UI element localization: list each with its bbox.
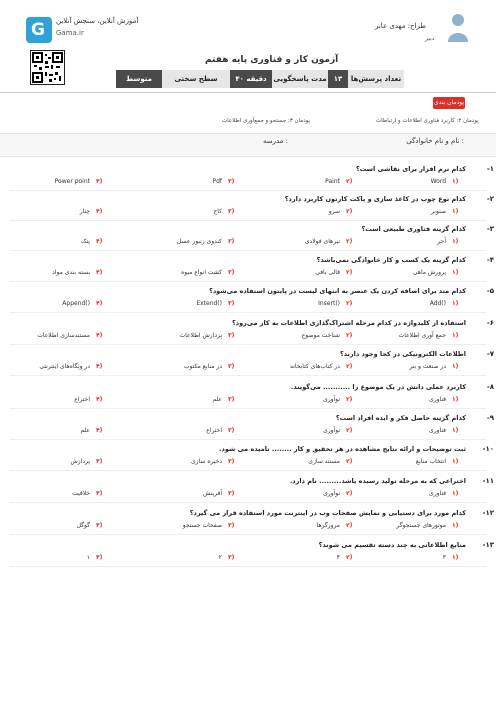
answer-option[interactable]: چنار xyxy=(79,208,90,215)
answer-option[interactable]: انتخاب منابع xyxy=(415,458,446,465)
answer-option[interactable]: تیرهای فولادی xyxy=(304,238,340,245)
question-number: -۵ xyxy=(486,287,494,295)
answer-option[interactable]: قالی بافی xyxy=(315,269,340,276)
answer-option[interactable]: ۱ xyxy=(86,554,90,561)
question-text: کدام گزینه یک کسب و کار خانوادگی نمی‌باشد؟ xyxy=(316,256,466,264)
answer-option[interactable]: در منابع مکتوب xyxy=(183,363,222,370)
question-text: استفاده از کلیدواژه در کدام مرحله اشتراک‌گذاری اطلاعات به کار می‌رود؟ xyxy=(232,319,466,327)
category-label: پودمان ۳: جستجو و جمع‌آوری اطلاعات xyxy=(222,118,311,124)
answer-option[interactable]: اختراع xyxy=(74,396,90,403)
option-marker[interactable]: ۲) xyxy=(346,554,353,561)
answer-option[interactable]: مرورگرها xyxy=(316,522,340,529)
option-marker[interactable]: ۲) xyxy=(346,178,353,185)
exam-info-bar xyxy=(116,70,404,88)
answer-option[interactable]: کندوی زنبور عسل xyxy=(176,238,222,245)
option-marker[interactable]: ۲) xyxy=(346,238,353,245)
option-marker[interactable]: ۳) xyxy=(228,458,235,465)
question-number: -۳ xyxy=(486,225,494,233)
option-marker[interactable]: ۱) xyxy=(452,208,459,215)
answer-option[interactable]: بسته بندی مواد xyxy=(52,269,90,276)
option-marker[interactable]: ۴) xyxy=(96,269,103,276)
option-marker[interactable]: ۳) xyxy=(228,522,235,529)
answer-option[interactable]: نوآوری xyxy=(323,490,340,497)
question-number: -۱۱ xyxy=(482,477,494,485)
option-marker[interactable]: ۴) xyxy=(96,178,103,185)
answer-option[interactable]: اختراع xyxy=(206,427,222,434)
option-marker[interactable]: ۲) xyxy=(346,458,353,465)
answer-option[interactable]: ۴ xyxy=(336,554,340,561)
question-text: کدام نوع چوب در کاغذ سازی و پاکت کارتون کاربرد دارد؟ xyxy=(284,195,466,203)
option-marker[interactable]: ۴) xyxy=(96,332,103,339)
answer-option[interactable]: در کتاب‌های کتابخانه xyxy=(290,363,340,370)
answer-option[interactable]: ۲ xyxy=(218,554,222,561)
answer-option[interactable]: آجر xyxy=(437,238,446,245)
option-marker[interactable]: ۲) xyxy=(346,490,353,497)
option-marker[interactable]: ۲) xyxy=(346,208,353,215)
option-marker[interactable]: ۲) xyxy=(346,363,353,370)
answer-option[interactable]: Add() xyxy=(429,300,446,307)
option-marker[interactable]: ۲) xyxy=(346,396,353,403)
info-value-difficulty: متوسط xyxy=(116,70,162,88)
answer-option[interactable]: سرو xyxy=(328,208,340,215)
qr-code-icon xyxy=(30,50,65,85)
option-marker[interactable]: ۳) xyxy=(228,300,235,307)
question-divider xyxy=(10,250,486,251)
option-marker[interactable]: ۱) xyxy=(452,332,459,339)
info-label-count: تعداد پرسش‌ها xyxy=(348,70,404,88)
answer-option[interactable]: جمع آوری اطلاعات xyxy=(398,332,446,339)
answer-option[interactable]: فناوری xyxy=(429,427,446,434)
answer-option[interactable]: پردازش xyxy=(70,458,90,465)
answer-option[interactable]: پتک xyxy=(81,238,90,245)
answer-option[interactable]: کاج xyxy=(213,208,222,215)
answer-option[interactable]: نوآوری xyxy=(323,427,340,434)
question-divider xyxy=(10,534,486,535)
answer-option[interactable]: Insert() xyxy=(318,300,340,307)
answer-option[interactable]: پرورش ماهی xyxy=(412,269,446,276)
question-number: -۱۰ xyxy=(482,445,494,453)
option-marker[interactable]: ۱) xyxy=(452,490,459,497)
option-marker[interactable]: ۳) xyxy=(228,396,235,403)
option-marker[interactable]: ۲) xyxy=(346,332,353,339)
info-label-duration: مدت پاسخگویی xyxy=(272,70,328,88)
brand-url[interactable]: Gama.ir xyxy=(56,29,84,37)
option-marker[interactable]: ۴) xyxy=(96,522,103,529)
question-text: کاربرد عملی دانش در یک موضوع را ........... می‌گویند. xyxy=(290,383,466,391)
answer-option[interactable]: کشت انواع میوه xyxy=(181,269,222,276)
option-marker[interactable]: ۳) xyxy=(228,554,235,561)
option-marker[interactable]: ۳) xyxy=(228,332,235,339)
answer-option[interactable]: Word xyxy=(430,178,446,185)
answer-option[interactable]: فناوری xyxy=(429,490,446,497)
student-name-label[interactable]: نام و نام خانوادگی : xyxy=(406,137,464,145)
question-text: کدام گزینه فناوری طبیعی است؟ xyxy=(361,225,466,233)
question-divider xyxy=(10,312,486,313)
question-divider xyxy=(10,190,486,191)
option-marker[interactable]: ۱) xyxy=(452,363,459,370)
option-marker[interactable]: ۲) xyxy=(346,300,353,307)
question-divider xyxy=(10,470,486,471)
answer-option[interactable]: خلاقیت xyxy=(72,490,90,497)
question-divider xyxy=(10,502,486,503)
answer-option[interactable]: صفحات جستجو xyxy=(182,522,222,529)
question-text: اطلاعات الکترونیکی در کجا وجود دارند؟ xyxy=(339,350,466,358)
answer-option[interactable]: گوگل xyxy=(76,522,90,529)
option-marker[interactable]: ۳) xyxy=(228,178,235,185)
option-marker[interactable]: ۱) xyxy=(452,458,459,465)
option-marker[interactable]: ۱) xyxy=(452,396,459,403)
answer-option[interactable]: علم xyxy=(80,427,90,434)
question-divider xyxy=(10,281,486,282)
answer-option[interactable]: مستندسازی اطلاعات xyxy=(37,332,90,339)
question-number: -۴ xyxy=(486,256,494,264)
option-marker[interactable]: ۴) xyxy=(96,554,103,561)
option-marker[interactable]: ۴) xyxy=(96,363,103,370)
option-marker[interactable]: ۳) xyxy=(228,269,235,276)
avatar-icon xyxy=(448,12,468,42)
answer-option[interactable]: شناخت موضوع xyxy=(301,332,340,339)
option-marker[interactable]: ۴) xyxy=(96,208,103,215)
question-number: -۱۲ xyxy=(482,509,494,517)
option-marker[interactable]: ۴) xyxy=(96,238,103,245)
option-marker[interactable]: ۳) xyxy=(228,427,235,434)
answer-option[interactable]: Append() xyxy=(62,300,90,307)
question-divider xyxy=(10,220,486,221)
answer-option[interactable]: در وبگاه‌های اینترنتی xyxy=(39,363,90,370)
gama-logo[interactable] xyxy=(26,17,52,43)
option-marker[interactable]: ۳) xyxy=(228,238,235,245)
option-marker[interactable]: ۱) xyxy=(452,300,459,307)
question-number: -۶ xyxy=(486,319,494,327)
answer-option[interactable]: نوآوری xyxy=(323,396,340,403)
info-value-count: ۱۳ xyxy=(328,70,348,88)
school-label[interactable]: مدرسه : xyxy=(262,137,288,145)
question-text: اختراعی که به مرحله تولید رسیده باشد......... نام دارد. xyxy=(289,477,466,485)
option-marker[interactable]: ۱) xyxy=(452,178,459,185)
option-marker[interactable]: ۲) xyxy=(346,269,353,276)
question-number: -۲ xyxy=(486,195,494,203)
option-marker[interactable]: ۲) xyxy=(346,522,353,529)
option-marker[interactable]: ۲) xyxy=(346,427,353,434)
answer-option[interactable]: موتورهای جستجوگر xyxy=(396,522,446,529)
answer-option[interactable]: Paint xyxy=(325,178,340,185)
question-number: -۷ xyxy=(486,350,494,358)
option-marker[interactable]: ۳) xyxy=(228,490,235,497)
exam-title: آزمون کار و فناوری پایه هفتم xyxy=(205,55,339,65)
option-marker[interactable]: ۱) xyxy=(452,238,459,245)
answer-option[interactable]: در صنعت و بنر xyxy=(409,363,446,370)
answer-option[interactable]: پردازش اطلاعات xyxy=(179,332,222,339)
question-divider xyxy=(10,344,486,345)
question-divider xyxy=(10,439,486,440)
option-marker[interactable]: ۱) xyxy=(452,269,459,276)
option-marker[interactable]: ۱) xyxy=(452,427,459,434)
answer-option[interactable]: آفرینش xyxy=(203,490,222,497)
category-label: پودمان ۲: کاربرد فناوری اطلاعات و ارتباطات xyxy=(376,118,479,124)
option-marker[interactable]: ۱) xyxy=(452,522,459,529)
question-divider xyxy=(10,375,486,376)
header-divider xyxy=(0,92,496,93)
question-text: کدام متد برای اضافه کردن یک عنصر به انتهای لیست در پایتون استفاده می‌شود؟ xyxy=(209,287,466,295)
question-divider xyxy=(10,408,486,409)
question-number: -۱ xyxy=(486,165,494,173)
logo-letter: G xyxy=(31,20,45,40)
answer-option[interactable]: ذخیره سازی xyxy=(190,458,222,465)
question-number: -۸ xyxy=(486,383,494,391)
info-label-difficulty: سطح سختی xyxy=(162,70,230,88)
option-marker[interactable]: ۴) xyxy=(96,458,103,465)
question-number: -۱۳ xyxy=(482,541,494,549)
question-text: کدام مورد برای دستیابی و نمایش صفحات وب در اینترنت مورد استفاده قرار می گیرد؟ xyxy=(189,509,466,517)
question-text: ثبت توضیحات و ارائه نتایج مشاهده در هر تحقیق و کار ........ نامیده می شود. xyxy=(219,445,466,453)
section-tag: پودمان بندی xyxy=(433,97,465,109)
question-divider xyxy=(10,566,486,567)
option-marker[interactable]: ۳) xyxy=(228,208,235,215)
question-text: منابع اطلاعاتی به چند دسته تقسیم می شوند؟ xyxy=(318,541,466,549)
designer-role: دبیر xyxy=(425,35,435,42)
option-marker[interactable]: ۳) xyxy=(228,363,235,370)
answer-option[interactable]: فناوری xyxy=(429,396,446,403)
option-marker[interactable]: ۴) xyxy=(96,300,103,307)
info-value-duration: ۴۰ دقیقه xyxy=(230,70,272,88)
designer-name: طراح: مهدی عابر xyxy=(375,22,426,30)
option-marker[interactable]: ۱) xyxy=(452,554,459,561)
question-number: -۹ xyxy=(486,414,494,422)
exam-header xyxy=(0,0,496,92)
option-marker[interactable]: ۴) xyxy=(96,396,103,403)
answer-option[interactable]: Extend() xyxy=(196,300,222,307)
answer-option[interactable]: صنوبر xyxy=(431,208,446,215)
answer-option[interactable]: Power point xyxy=(54,178,90,185)
question-text: کدام گزینه حاصل فکر و ایده افراد است؟ xyxy=(335,414,466,422)
answer-option[interactable]: مستند سازی xyxy=(308,458,340,465)
question-text: کدام نرم افزار برای نقاشی است؟ xyxy=(355,165,466,173)
answer-option[interactable]: ۳ xyxy=(442,554,446,561)
brand-tagline: آموزش آنلاین، سنجش آنلاین xyxy=(56,17,139,25)
answer-option[interactable]: علم xyxy=(212,396,222,403)
option-marker[interactable]: ۴) xyxy=(96,490,103,497)
option-marker[interactable]: ۴) xyxy=(96,427,103,434)
answer-option[interactable]: Pdf xyxy=(212,178,222,185)
